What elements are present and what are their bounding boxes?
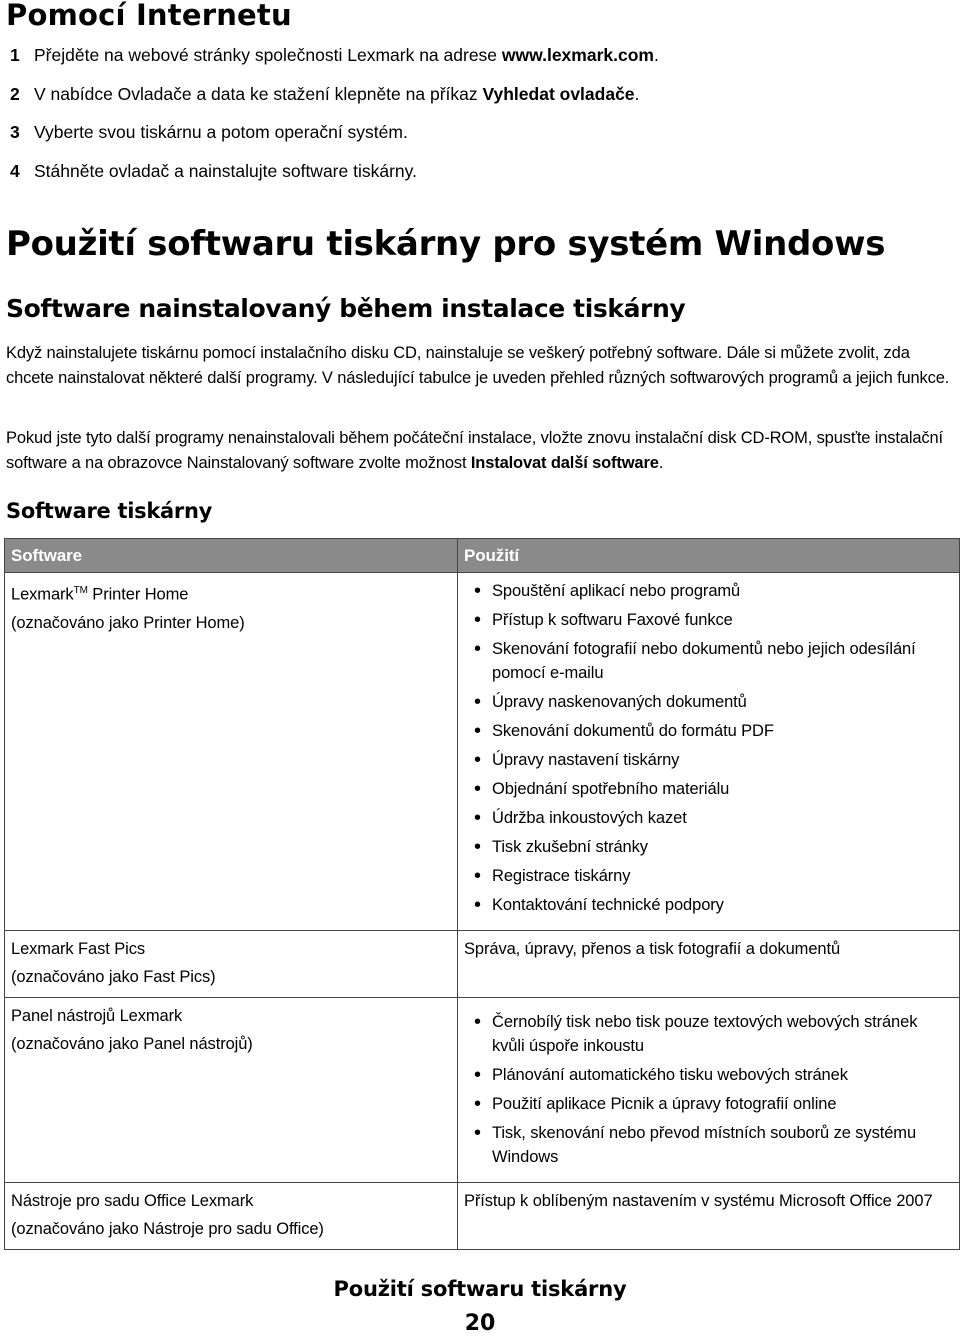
table-row — [5, 573, 960, 931]
subsection-heading: Software tiskárny — [6, 499, 212, 523]
step-link[interactable]: www.lexmark.com — [501, 45, 654, 65]
install-paragraph-text: Pokud jste tyto další programy nenainstalovali během počáteční instalace, vložte znovu instalační disk CD-ROM, spusťte instalační software a na obrazovce Nainstalovaný software zvolte možnost — [6, 429, 943, 472]
software-name-rest: Printer Home — [87, 585, 189, 604]
step-end: . — [634, 83, 640, 104]
step-text: Stáhněte ovladač a nainstalujte software tiskárny. — [34, 160, 417, 181]
list-item: • Objednání spotřebního materiálu — [464, 777, 953, 801]
list-item: • Použití aplikace Picnik a úpravy fotografií online — [464, 1092, 953, 1116]
software-alias: (označováno jako Fast Pics) — [11, 968, 216, 986]
use-list — [464, 1010, 953, 1169]
use-list — [464, 579, 953, 917]
use-cell — [458, 1183, 960, 1250]
software-alias: (označováno jako Panel nástrojů) — [11, 1035, 253, 1053]
use-text: Správa, úpravy, přenos a tisk fotografií a dokumentů — [464, 940, 841, 958]
software-table — [4, 538, 960, 1250]
list-item: • Úpravy nastavení tiskárny — [464, 748, 953, 772]
list-item: • Údržba inkoustových kazet — [464, 806, 953, 830]
table-header-row — [5, 539, 960, 573]
trademark-mark: TM — [73, 585, 88, 596]
list-item: • Přístup k softwaru Faxové funkce — [464, 608, 953, 632]
software-cell — [5, 573, 458, 931]
software-name-text: Lexmark — [11, 585, 74, 604]
use-cell — [458, 931, 960, 998]
install-option: Instalovat další software — [470, 453, 659, 472]
list-item: • Kontaktování technické podpory — [464, 893, 953, 917]
table-row — [5, 998, 960, 1183]
download-steps — [10, 42, 659, 196]
step-text: Vyberte svou tiskárnu a potom operační systém. — [34, 122, 408, 143]
software-name: Panel nástrojů Lexmark — [11, 1007, 183, 1025]
software-cell — [5, 931, 458, 998]
step-item — [10, 42, 659, 81]
list-item: • Plánování automatického tisku webových stránek — [464, 1063, 953, 1087]
chapter-heading: Použití softwaru tiskárny pro systém Windows — [6, 224, 886, 264]
use-text: Přístup k oblíbeným nastavením v systému Microsoft Office 2007 — [464, 1192, 933, 1210]
install-paragraph-end: . — [658, 453, 664, 472]
step-item — [10, 158, 659, 197]
table-row — [5, 1183, 960, 1250]
section-title-internet: Pomocí Internetu — [6, 0, 292, 32]
software-alias: (označováno jako Nástroje pro sadu Office) — [11, 1220, 324, 1238]
footer-chapter-title: Použití softwaru tiskárny — [333, 1277, 627, 1301]
step-number: 3 — [10, 122, 20, 143]
list-item: • Tisk, skenování nebo převod místních souborů ze systému Windows — [464, 1121, 953, 1169]
step-number: 1 — [10, 45, 20, 65]
use-cell — [458, 573, 960, 931]
list-item: • Skenování dokumentů do formátu PDF — [464, 719, 953, 743]
step-text: V nabídce Ovladače a data ke stažení klepněte na příkaz — [34, 83, 483, 104]
step-item — [10, 81, 659, 120]
software-name — [11, 579, 451, 607]
software-cell — [5, 1183, 458, 1250]
step-item — [10, 119, 659, 158]
software-alias: (označováno jako Printer Home) — [11, 613, 245, 632]
intro-paragraph: Když nainstalujete tiskárnu pomocí instalačního disku CD, nainstaluje se veškerý potřebný software. Dále si můžete zvolit, zda chcete nainstalovat některé další programy. V následující tabulce je uveden přehled různých softwarových programů a jejich funkce. — [6, 344, 950, 387]
step-number: 4 — [10, 160, 20, 181]
column-header-use: Použití — [458, 539, 960, 573]
step-command: Vyhledat ovladače — [482, 83, 635, 104]
list-item: • Černobílý tisk nebo tisk pouze textových webových stránek kvůli úspoře inkoustu — [464, 1010, 953, 1058]
install-paragraph — [6, 426, 960, 475]
section-heading: Software nainstalovaný během instalace tiskárny — [6, 294, 686, 323]
table-row — [5, 931, 960, 998]
software-name: Nástroje pro sadu Office Lexmark — [11, 1192, 254, 1210]
software-cell — [5, 998, 458, 1183]
page-number: 20 — [464, 1311, 496, 1336]
use-cell — [458, 998, 960, 1183]
list-item: • Skenování fotografií nebo dokumentů nebo jejich odesílání pomocí e-mailu — [464, 637, 953, 685]
step-text: Přejděte na webové stránky společnosti Lexmark na adrese — [34, 45, 502, 65]
list-item: • Spouštění aplikací nebo programů — [464, 579, 953, 603]
step-number: 2 — [10, 83, 20, 104]
column-header-software: Software — [5, 539, 458, 573]
software-name: Lexmark Fast Pics — [11, 940, 145, 958]
list-item: • Registrace tiskárny — [464, 864, 953, 888]
list-item: • Tisk zkušební stránky — [464, 835, 953, 859]
list-item: • Úpravy naskenovaných dokumentů — [464, 690, 953, 714]
step-end: . — [653, 45, 659, 65]
